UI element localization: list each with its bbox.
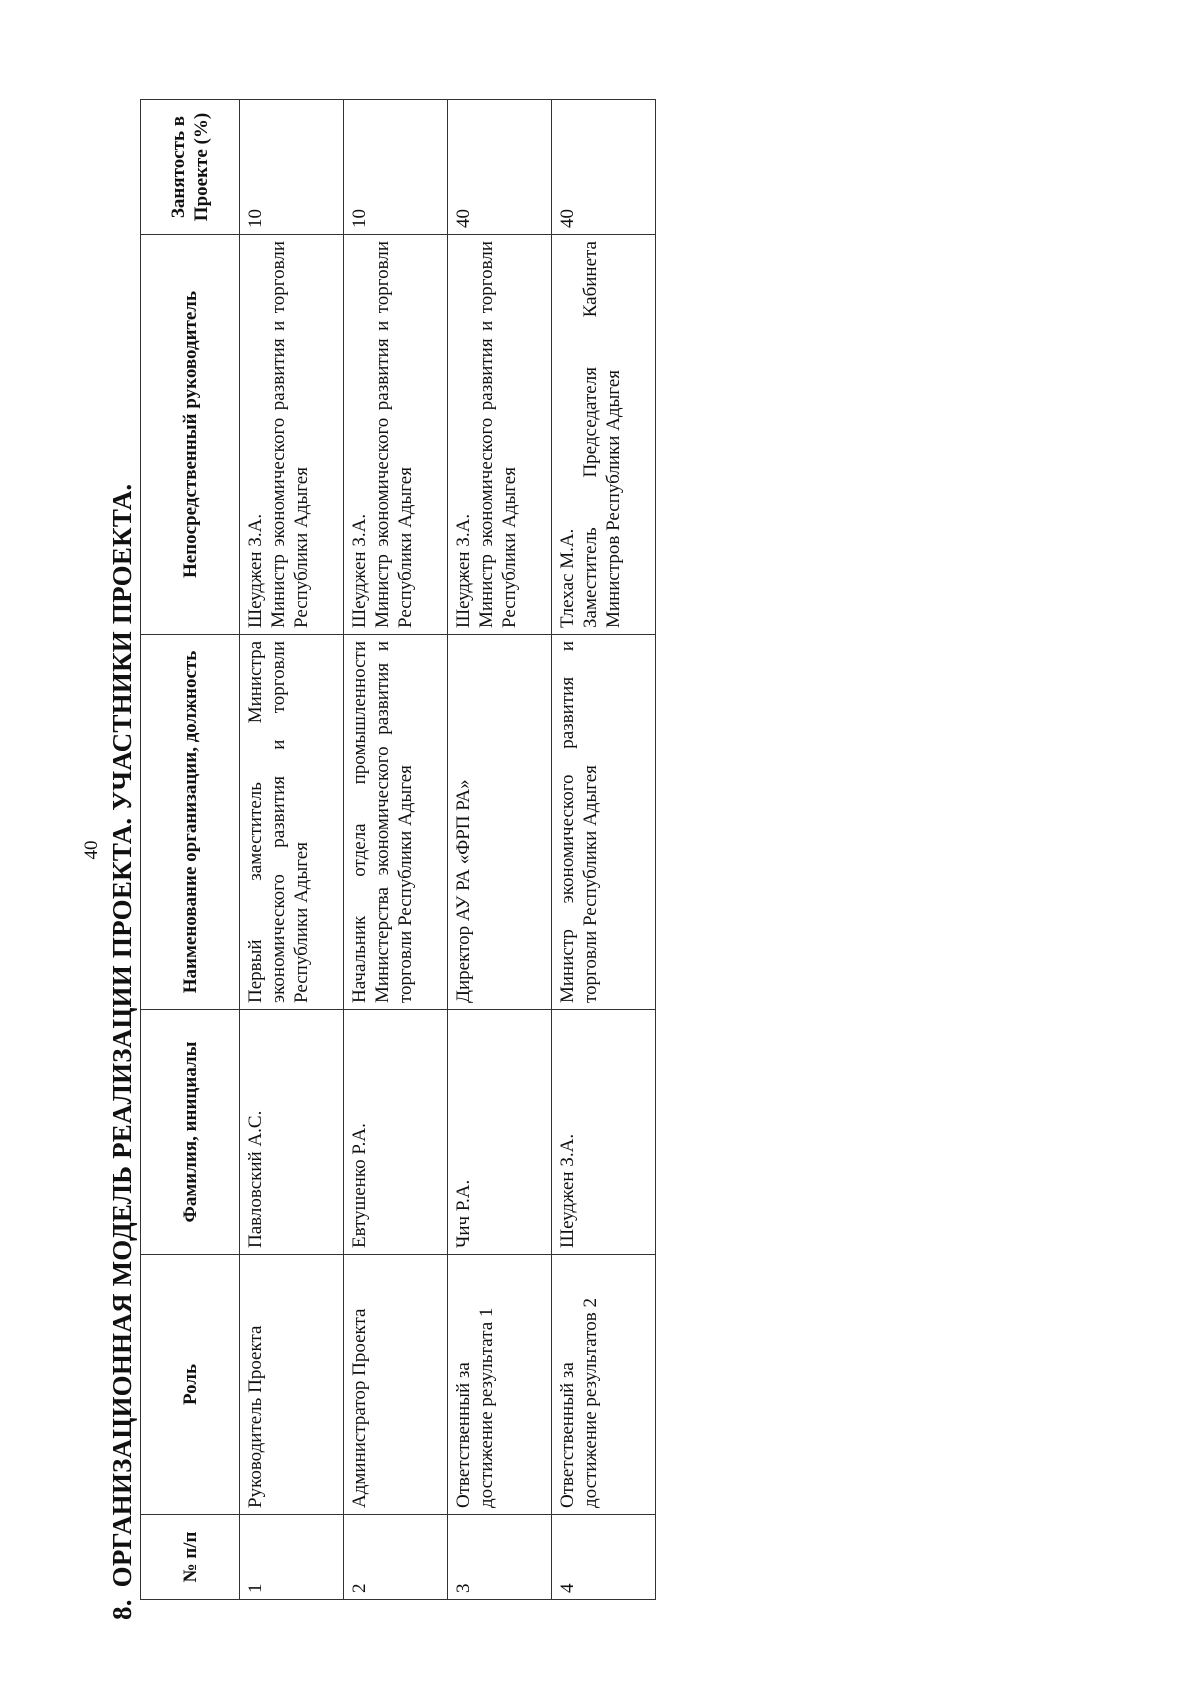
header-manager: Непосредственный руководитель <box>141 235 240 635</box>
cell-org: Министр экономического развития и торговли Республики Адыгея <box>552 635 656 1010</box>
cell-load: 10 <box>344 100 448 235</box>
cell-name: Шеуджен З.А. <box>552 1010 656 1255</box>
table-header-row <box>141 100 240 1600</box>
cell-num: 4 <box>552 1515 656 1600</box>
table-row <box>552 100 656 1600</box>
cell-org: Директор АУ РА «ФРП РА» <box>448 635 552 1010</box>
manager-position: Заместитель Председателя Кабинета Министров Республики Адыгея <box>580 241 624 628</box>
cell-role: Ответственный за достижение результатов 2 <box>552 1255 656 1515</box>
page-number: 40 <box>81 840 102 860</box>
section-title-text: ОРГАНИЗАЦИОННАЯ МОДЕЛЬ РЕАЛИЗАЦИИ ПРОЕКТА. УЧАСТНИКИ ПРОЕКТА. <box>107 483 137 1588</box>
cell-load: 10 <box>240 100 344 235</box>
manager-name: Шеуджен З.А. <box>245 513 266 628</box>
table-row <box>448 100 552 1600</box>
section-number: 8. <box>107 1599 137 1620</box>
rotated-page-content <box>80 100 720 1620</box>
manager-position: Министр экономического развития и торговли Республики Адыгея <box>372 241 416 628</box>
header-role: Роль <box>141 1255 240 1515</box>
participants-table <box>140 99 656 1600</box>
table-row <box>344 100 448 1600</box>
header-num: № п/п <box>141 1515 240 1600</box>
manager-name: Шеуджен З.А. <box>349 513 370 628</box>
cell-load: 40 <box>552 100 656 235</box>
manager-name: Шеуджен З.А. <box>453 513 474 628</box>
table-row <box>240 100 344 1600</box>
cell-num: 3 <box>448 1515 552 1600</box>
cell-name: Евтушенко Р.А. <box>344 1010 448 1255</box>
cell-num: 1 <box>240 1515 344 1600</box>
manager-position: Министр экономического развития и торговли Республики Адыгея <box>268 241 312 628</box>
cell-org: Первый заместитель Министра экономического развития и торговли Республики Адыгея <box>240 635 344 1010</box>
cell-manager <box>448 235 552 635</box>
cell-role: Администратор Проекта <box>344 1255 448 1515</box>
cell-load: 40 <box>448 100 552 235</box>
cell-role: Руководитель Проекта <box>240 1255 344 1515</box>
cell-manager <box>552 235 656 635</box>
cell-name: Чич Р.А. <box>448 1010 552 1255</box>
cell-manager <box>240 235 344 635</box>
cell-org: Начальник отдела промышленности Министерства экономического развития и торговли Республики Адыгея <box>344 635 448 1010</box>
header-org: Наименование организации, должность <box>141 635 240 1010</box>
cell-role: Ответственный за достижение результата 1 <box>448 1255 552 1515</box>
header-name: Фамилия, инициалы <box>141 1010 240 1255</box>
section-title <box>106 100 138 1620</box>
cell-num: 2 <box>344 1515 448 1600</box>
manager-name: Тлехас М.А. <box>557 528 578 628</box>
cell-name: Павловский А.С. <box>240 1010 344 1255</box>
manager-position: Министр экономического развития и торговли Республики Адыгея <box>476 241 520 628</box>
cell-manager <box>344 235 448 635</box>
header-load: Занятость в Проекте (%) <box>141 100 240 235</box>
